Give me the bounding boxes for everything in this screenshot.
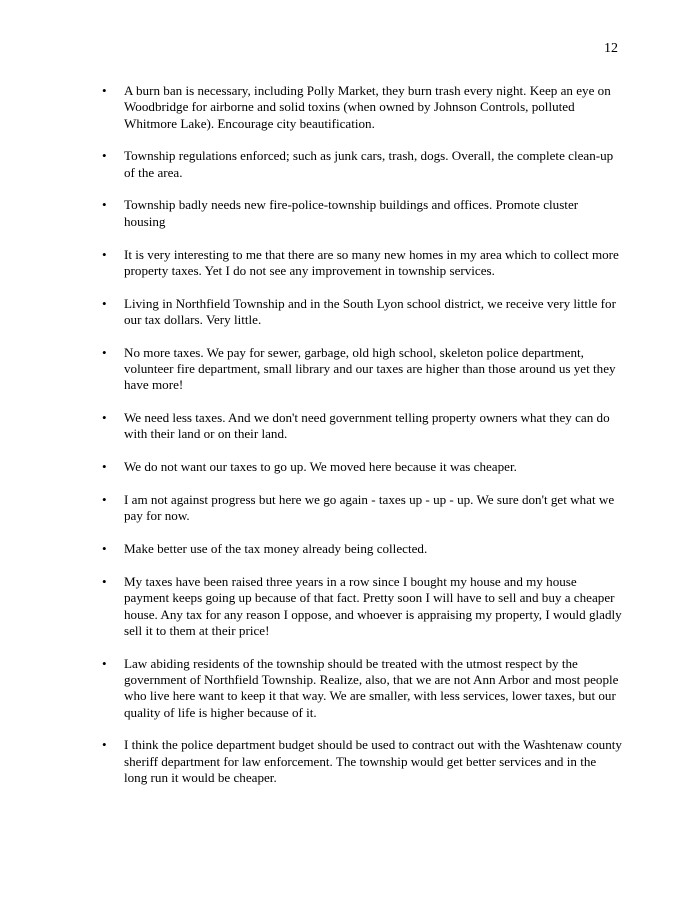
comment-text: A burn ban is necessary, including Polly Market, they burn trash every night. Keep an eye on Woodbridge for airborne and solid toxins (when owned by Johnson Controls, polluted Whitmore Lake). Encourage city beautification. [124,83,611,131]
list-item [102,345,622,394]
comment-text: Township regulations enforced; such as junk cars, trash, dogs. Overall, the complete clean-up of the area. [124,148,614,180]
list-item [102,148,622,181]
list-item [102,247,622,280]
page-number: 12 [604,41,618,56]
bullet-icon: • [102,541,107,557]
list-item [102,197,622,230]
list-item [102,296,622,329]
list-item [102,574,622,639]
comment-text: I am not against progress but here we go again - taxes up - up - up. We sure don't get what we pay for now. [124,492,615,524]
bullet-icon: • [102,655,107,671]
list-item [102,541,622,557]
comment-text: Law abiding residents of the township should be treated with the utmost respect by the government of Northfield Township. Realize, also, that we are not Ann Arbor and most people who live here want to keep it that way. We are smaller, with less services, lower taxes, but our quality of life is higher because of it. [124,655,619,720]
comment-text: No more taxes. We pay for sewer, garbage, old high school, skeleton police department, volunteer fire department, small library and our taxes are higher than those around us yet they have more! [124,344,616,393]
bullet-icon: • [102,492,107,508]
comment-text: Make better use of the tax money already being collected. [124,541,428,557]
comment-text: It is very interesting to me that there are so many new homes in my area which to collect more property taxes. Yet I do not see any improvement in township services. [124,246,619,278]
comment-text: My taxes have been raised three years in a row since I bought my house and my house payment keeps going up because of that fact. Pretty soon I will have to sell and buy a cheaper house. Any tax for any reason I oppose, and whoever is appraising my property, I would gladly sell it to them at their price! [124,573,622,638]
bullet-icon: • [102,246,107,262]
bullet-icon: • [102,295,107,311]
bullet-icon: • [102,737,107,753]
bullet-icon: • [102,197,107,213]
comment-text: Township badly needs new fire-police-township buildings and offices. Promote cluster housing [124,197,579,229]
bullet-icon: • [102,410,107,426]
bullet-icon: • [102,344,107,360]
list-item [102,656,622,721]
list-item [102,83,622,132]
comment-text: Living in Northfield Township and in the South Lyon school district, we receive very little for our tax dollars. Very little. [124,295,616,327]
bullet-icon: • [102,573,107,589]
bullet-icon: • [102,83,107,98]
list-item [102,410,622,443]
comment-text: I think the police department budget should be used to contract out with the Washtenaw county sheriff department for law enforcement. The township would get better services and in the long run it would be cheaper. [124,737,622,785]
bullet-icon: • [102,148,107,164]
list-item [102,737,622,786]
bullet-icon: • [102,459,107,475]
comment-text: We do not want our taxes to go up. We moved here because it was cheaper. [124,459,517,475]
list-item [102,492,622,525]
list-item [102,459,622,475]
comment-list [102,83,622,786]
comment-text: We need less taxes. And we don't need government telling property owners what they can do with their land or on their land. [124,410,610,442]
